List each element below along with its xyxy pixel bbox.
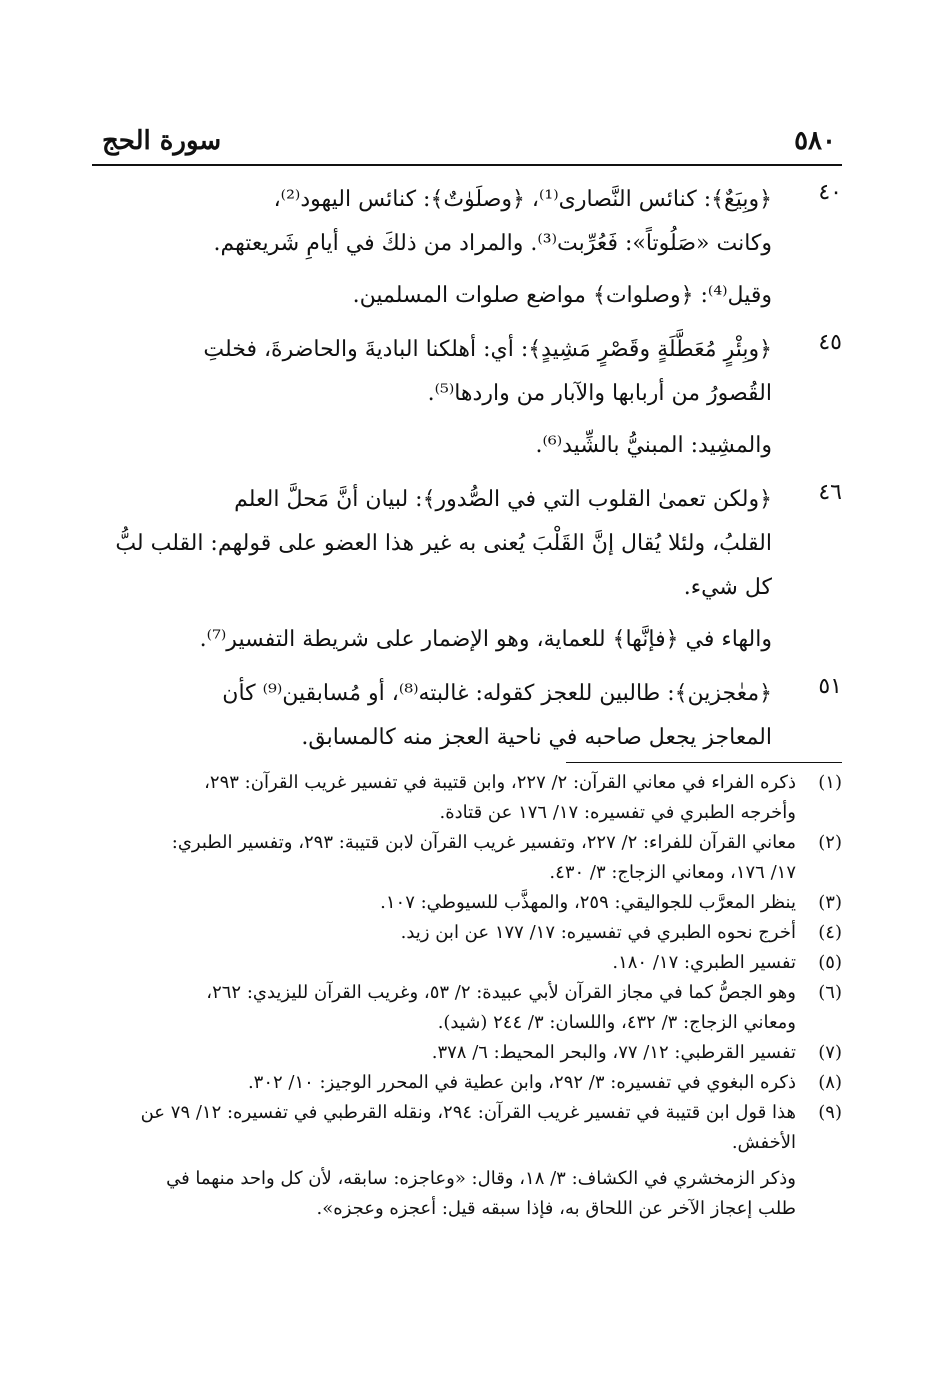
entry-line: القُصورُ من أربابها والآبار من واردها⁽⁵⁾.	[427, 381, 772, 406]
entry-line: المعاجز يجعل صاحبه في ناحية العجز منه كالمسابق.	[301, 725, 772, 750]
entry-line: وكانت «صَلُوتاً»: فَعُرِّبت⁽³⁾. والمراد من ذلكَ في أيامِ شَريعتهم.	[213, 231, 772, 256]
page-number: ٥٨٠	[794, 126, 836, 156]
verse-number: ٤٥	[818, 330, 842, 355]
footnote-2	[82, 828, 842, 888]
footnote-line: ذكره البغوي في تفسيره: ٣/ ٢٩٢، وابن عطية في المحرر الوجيز: ١٠/ ٣٠٢.	[247, 1072, 796, 1093]
footnote-line: ومعاني الزجاج: ٣/ ٤٣٢، واللسان: ٣/ ٢٤٤ (شيد).	[437, 1012, 796, 1033]
footnote-8	[82, 1068, 842, 1098]
footnote-7	[82, 1038, 842, 1068]
footnote-line: تفسير الطبري: ١٧/ ١٨٠.	[612, 952, 796, 973]
entry-line: القلبُ، ولئلا يُقال إنَّ القَلْبَ يُعنى به غير هذا العضو على قولهم: القلب لبُّ	[115, 531, 772, 556]
footnote-line: ١٧/ ١٧٦، ومعاني الزجاج: ٣/ ٤٣٠.	[549, 862, 796, 883]
entry-line: ﴿وبِيَعٌ﴾: كنائس النَّصارى⁽¹⁾، ﴿وصلَوٰتٌ﴾: كنائس اليهود⁽²⁾،	[273, 187, 772, 212]
surah-title: سورة الحج	[102, 126, 222, 156]
verse-entry-46	[82, 478, 842, 662]
footnote-line: طلب إعجاز الآخر عن اللحاق به، فإذا سبقه قيل: أعجزه وعجزه».	[316, 1198, 796, 1219]
footnote-3	[82, 888, 842, 918]
footnote-number: (٨)	[818, 1072, 842, 1093]
footnote-number: (٧)	[818, 1042, 842, 1063]
entry-subline: والهاء في ﴿فإنَّها﴾ للعماية، وهو الإضمار على شريطة التفسير⁽⁷⁾.	[199, 627, 772, 652]
entry-line: كل شيء.	[683, 575, 772, 600]
footnote-number: (٤)	[818, 922, 842, 943]
entry-line: ﴿معٰجزين﴾: طالبين للعجز كقوله: غالبته⁽⁸⁾، أو مُسابقين⁽⁹⁾ كأن	[222, 681, 772, 706]
entry-line: ﴿وبِئْرٍ مُعَطَّلَةٍ وقَصْرٍ مَشِيدٍ﴾: أي: أهلكنا الباديةَ والحاضرةَ، فخلتِ	[203, 337, 772, 362]
footnote-continuation	[82, 1164, 796, 1224]
footnote-line: الأخفش.	[731, 1132, 796, 1153]
footnote-number: (٩)	[818, 1102, 842, 1123]
footnote-line: ذكره الفراء في معاني القرآن: ٢/ ٢٢٧، وابن قتيبة في تفسير غريب القرآن: ٢٩٣،	[204, 772, 796, 793]
footnote-1	[82, 768, 842, 828]
footnote-divider	[566, 762, 842, 763]
page-header	[92, 120, 842, 166]
verse-entry-51	[82, 672, 842, 760]
footnote-9	[82, 1098, 842, 1224]
footnotes	[82, 768, 842, 1224]
footnote-line: وذكر الزمخشري في الكشاف: ٣/ ١٨، وقال: «وعاجزه: سابقه، لأن كل واحد منهما في	[166, 1168, 796, 1189]
footnote-number: (٢)	[818, 832, 842, 853]
footnote-line: تفسير القرطبي: ١٢/ ٧٧، والبحر المحيط: ٦/ ٣٧٨.	[431, 1042, 796, 1063]
footnote-line: ينظر المعرَّب للجواليقي: ٢٥٩، والمهذَّب للسيوطي: ١٠٧.	[380, 892, 796, 913]
entry-subline: وقيل⁽⁴⁾: ﴿وصلوات﴾ مواضع صلوات المسلمين.	[352, 283, 772, 308]
footnote-5	[82, 948, 842, 978]
entry-line: ﴿ولكن تعمىٰ القلوب التي في الصُّدور﴾: لبيان أنَّ مَحلَّ العلم	[234, 487, 772, 512]
footnote-number: (١)	[818, 772, 842, 793]
footnote-line: هذا قول ابن قتيبة في تفسير غريب القرآن: ٢٩٤، ونقله القرطبي في تفسيره: ١٢/ ٧٩ عن	[140, 1102, 796, 1123]
footnote-4	[82, 918, 842, 948]
footnote-line: وهو الجصُّ كما في مجاز القرآن لأبي عبيدة: ٢/ ٥٣، وغريب القرآن لليزيدي: ٢٦٢،	[206, 982, 796, 1003]
footnote-6	[82, 978, 842, 1038]
footnote-number: (٦)	[818, 982, 842, 1003]
verse-number: ٥١	[818, 674, 842, 699]
verse-entry-45	[82, 328, 842, 468]
verse-entry-40	[82, 178, 842, 318]
footnote-line: معاني القرآن للفراء: ٢/ ٢٢٧، وتفسير غريب القرآن لابن قتيبة: ٢٩٣، وتفسير الطبري:	[171, 832, 796, 853]
footnote-number: (٣)	[818, 892, 842, 913]
verse-number: ٤٠	[818, 180, 842, 205]
entry-subline: والمشِيد: المبنيُّ بالشِّيد⁽⁶⁾.	[535, 433, 772, 458]
verse-number: ٤٦	[818, 480, 842, 505]
commentary-body	[82, 178, 842, 770]
footnote-line: أخرج نحوه الطبري في تفسيره: ١٧/ ١٧٧ عن ابن زيد.	[400, 922, 796, 943]
footnote-line: وأخرجه الطبري في تفسيره: ١٧/ ١٧٦ عن قتادة.	[439, 802, 796, 823]
footnote-number: (٥)	[818, 952, 842, 973]
